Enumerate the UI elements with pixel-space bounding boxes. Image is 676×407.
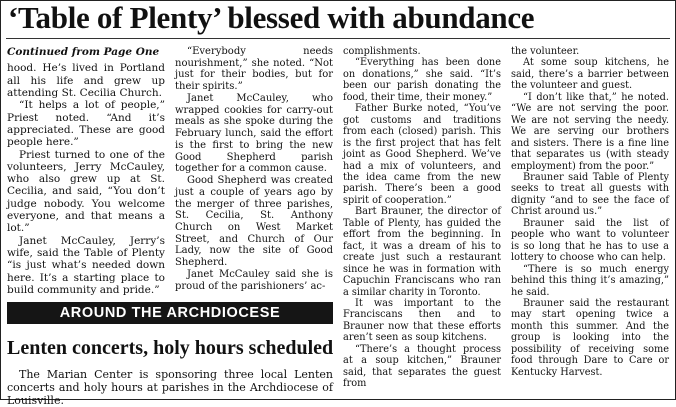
paragraph: “I don’t like that,” he noted. “We are not serving the poor. We are not serving the needy. We are serving our brothers and sisters. There is a fine line that separates us (with steady employment) from the poor.”	[511, 91, 669, 172]
paragraph: Father Burke noted, “You’ve got customs and traditions from each (closed) parish. This is the first project that has felt joint as Good Shepherd. We’ve had a mix of volunteers, and the idea came from the new parish. There’s been a good spirit of cooperation.”	[343, 103, 501, 206]
article-headline: ‘Table of Plenty’ blessed with abundance	[8, 0, 535, 35]
paragraph: complishments.	[343, 46, 421, 57]
paragraph: “It helps a lot of people,” Priest noted. “And it’s appreciated. These are good people here.”	[7, 99, 165, 149]
paragraph: The Marian Center is sponsoring three local Lenten concerts and holy hours at parishes in the Archdiocese of Louisville.	[7, 368, 333, 407]
paragraph: Good Shepherd was created just a couple of years ago by the merger of three parishes, St. Cecilia, St. Anthony Church on West Market Street, and Church of Our Lady, now the site of Good Shepherd.	[175, 175, 333, 269]
section-body	[7, 368, 333, 407]
paragraph: It was important to the Franciscans then and to Brauner now that these efforts aren’t seen as soup kitchens.	[343, 297, 501, 344]
paragraph: “Everybody needs nourishment,” she noted. “Not just for their bodies, but for their spirits.”	[175, 46, 333, 93]
article-column-3	[343, 46, 501, 390]
paragraph: Bart Brauner, the director of Table of Plenty, has guided the effort from the beginning. In fact, it was a dream of his to create just such a restaurant since he was in formation with Capuchin Franciscans who ran a similar charity in Toronto.	[343, 206, 501, 298]
headline-rule	[6, 38, 670, 39]
paragraph: Brauner said the restaurant may start opening twice a month this summer. And the group is looking into the possibility of receiving some food through Dare to Care or Kentucky Harvest.	[511, 297, 669, 378]
continued-note: Continued from Page One	[7, 46, 160, 58]
paragraph: Brauner said the list of people who want to volunteer is so long that he has to use a lottery to choose who can help.	[511, 217, 669, 264]
paragraph: At some soup kitchens, he said, there’s a barrier between the volunteer and guest.	[511, 57, 669, 92]
article-column-4	[511, 46, 669, 378]
paragraph: “There is so much energy behind this thing it’s amazing,” he said.	[511, 263, 669, 298]
section-banner: AROUND THE ARCHDIOCESE	[7, 302, 333, 324]
paragraph: “Everything has been done on donations,” she said. “It’s been our parish donating the food, their time, their money.”	[343, 57, 501, 103]
paragraph: Priest turned to one of the volunteers, Jerry McCauley, who also grew up at St. Cecilia, and said, “You don’t judge nobody. You welcome everyone, and that means a lot.”	[7, 148, 165, 235]
paragraph: the volunteer.	[511, 46, 580, 57]
paragraph: Brauner said Table of Plenty seeks to treat all guests with dignity “and to see the face of Christ around us.”	[511, 171, 669, 218]
section-headline: Lenten concerts, holy hours scheduled	[7, 337, 334, 359]
paragraph: Janet McCauley, Jerry’s wife, said the Table of Plenty “is just what’s needed down here. It’s a starting place to build community and pride.”	[7, 234, 165, 296]
paragraph: hood. He’s lived in Portland all his life and grew up attending St. Cecilia Church.	[7, 62, 165, 99]
article-column-1	[7, 46, 165, 296]
paragraph: Janet McCauley said she is proud of the parishioners’ ac-	[175, 268, 333, 292]
paragraph: Janet McCauley, who wrapped cookies for carry-out meals as she spoke during the February lunch, said the effort is the first to bring the new Good Shepherd parish together for a common cause.	[175, 92, 333, 175]
paragraph: “There’s a thought process at a soup kitchen,” Brauner said, that separates the guest from	[343, 343, 501, 390]
article-column-2	[175, 46, 333, 292]
